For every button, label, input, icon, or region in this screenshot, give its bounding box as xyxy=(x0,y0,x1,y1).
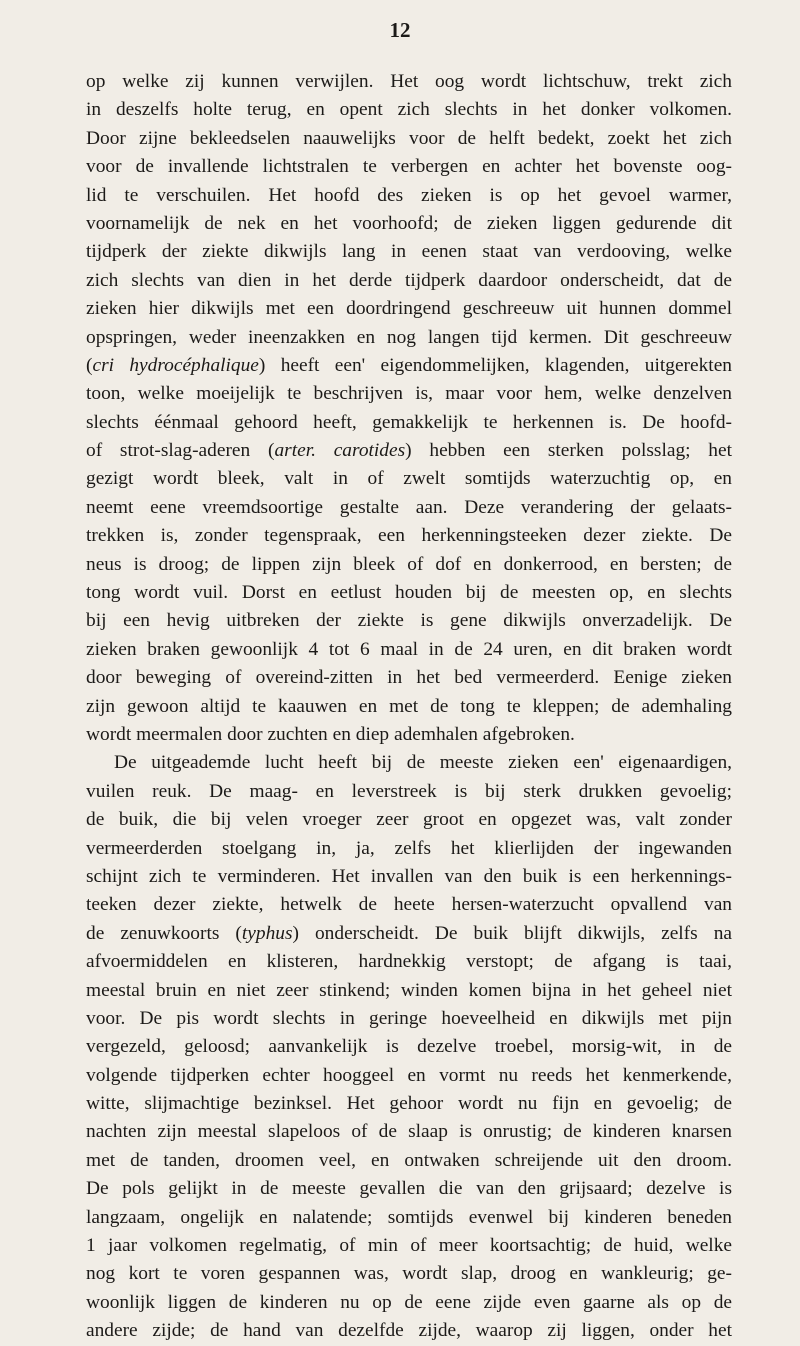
text-segment: tijdperk der ziekte dikwijls lang in eenen staat van verdooving, welke xyxy=(86,241,732,263)
text-line xyxy=(86,948,732,976)
text-line xyxy=(86,267,732,295)
text-line xyxy=(86,522,732,550)
text-line xyxy=(86,835,732,863)
text-segment: De uitgeademde lucht heeft bij de meeste zieken een' eigenaardigen, xyxy=(114,752,732,774)
text-segment: zijn gewoon altijd te kaauwen en met de tong te kleppen; de ademhaling xyxy=(86,695,732,717)
body-text xyxy=(86,68,732,1346)
text-line xyxy=(86,920,732,948)
text-line xyxy=(86,636,732,664)
text-segment: vuilen reuk. De maag- en leverstreek is bij sterk drukken gevoelig; xyxy=(86,780,732,802)
text-segment: vergezeld, geloosd; aanvankelijk is dezelve troebel, morsig-wit, in de xyxy=(86,1036,732,1058)
text-segment: De pols gelijkt in de meeste gevallen die van den grijsaard; dezelve is xyxy=(86,1178,732,1200)
page-number: 12 xyxy=(389,18,411,42)
text-line xyxy=(86,153,732,181)
text-line xyxy=(86,1005,732,1033)
text-segment: slechts éénmaal gehoord heeft, gemakkelijk te herkennen is. De hoofd- xyxy=(86,411,732,433)
text-line xyxy=(86,749,732,777)
text-segment: ) hebben een sterken polsslag; het xyxy=(405,440,732,462)
text-segment: of strot-slag-aderen ( xyxy=(86,440,275,462)
text-line xyxy=(86,806,732,834)
text-line xyxy=(86,891,732,919)
text-line xyxy=(86,238,732,266)
text-segment: Door zijne bekleedselen naauwelijks voor de helft bedekt, zoekt het zich xyxy=(86,127,732,149)
text-line xyxy=(86,437,732,465)
text-segment: voor. De pis wordt slechts in geringe hoeveelheid en dikwijls met pijn xyxy=(86,1007,732,1029)
text-segment: de zenuwkoorts ( xyxy=(86,922,242,944)
text-line xyxy=(86,352,732,380)
text-line xyxy=(86,210,732,238)
text-line xyxy=(86,1090,732,1118)
text-line xyxy=(86,1147,732,1175)
text-line xyxy=(86,1033,732,1061)
text-segment: witte, slijmachtige bezinksel. Het gehoor wordt nu fijn en gevoelig; de xyxy=(86,1093,732,1115)
text-segment: afvoermiddelen en klisteren, hardnekkig verstopt; de afgang is taai, xyxy=(86,951,732,973)
text-line xyxy=(86,551,732,579)
text-line xyxy=(86,778,732,806)
text-line xyxy=(86,494,732,522)
text-line xyxy=(86,324,732,352)
text-line xyxy=(86,182,732,210)
text-line xyxy=(86,1260,732,1288)
text-segment: ) onderscheidt. De buik blijft dikwijls, zelfs na xyxy=(292,922,732,944)
text-segment: zich slechts van dien in het derde tijdperk daardoor onderscheidt, dat de xyxy=(86,269,732,291)
text-segment: trekken is, zonder tegenspraak, een herkenningsteeken dezer ziekte. De xyxy=(86,525,732,547)
text-line xyxy=(86,863,732,891)
text-line xyxy=(86,1175,732,1203)
text-segment: neemt eene vreemdsoortige gestalte aan. Deze verandering der gelaats- xyxy=(86,496,732,518)
text-segment: neus is droog; de lippen zijn bleek of dof en donkerrood, en bersten; de xyxy=(86,553,732,575)
text-line xyxy=(86,1204,732,1232)
text-line xyxy=(86,977,732,1005)
text-segment: wordt meermalen door zuchten en diep ademhalen afgebroken. xyxy=(86,723,575,745)
text-segment: lid te verschuilen. Het hoofd des zieken is op het gevoel warmer, xyxy=(86,184,732,206)
text-segment: woonlijk liggen de kinderen nu op de eene zijde even gaarne als op de xyxy=(86,1291,732,1313)
text-segment: door beweging of overeind-zitten in het bed vermeerderd. Eenige zieken xyxy=(86,667,732,689)
text-segment: vermeerderden stoelgang in, ja, zelfs het klierlijden der ingewanden xyxy=(86,837,732,859)
text-line xyxy=(86,721,732,749)
text-line xyxy=(86,409,732,437)
text-segment: toon, welke moeijelijk te beschrijven is, maar voor hem, welke denzelven xyxy=(86,383,732,405)
text-line xyxy=(86,295,732,323)
text-line xyxy=(86,664,732,692)
text-segment: voor de invallende lichtstralen te verbergen en achter het bovenste oog- xyxy=(86,156,732,178)
text-segment: ) heeft een' eigendommelijken, klagenden, uitgerekten xyxy=(258,354,733,376)
text-segment: met de tanden, droomen veel, en ontwaken schreijende uit den droom. xyxy=(86,1149,732,1171)
text-line xyxy=(86,579,732,607)
text-line xyxy=(86,1118,732,1146)
text-segment: zieken braken gewoonlijk 4 tot 6 maal in de 24 uren, en dit braken wordt xyxy=(86,638,732,660)
text-segment: meestal bruin en niet zeer stinkend; winden komen bijna in het geheel niet xyxy=(86,979,732,1001)
text-segment: 1 jaar volkomen regelmatig, of min of meer koortsachtig; de huid, welke xyxy=(86,1235,732,1257)
text-segment: bij een hevig uitbreken der ziekte is gene dikwijls onverzadelijk. De xyxy=(86,610,732,632)
text-segment: nog kort te voren gespannen was, wordt slap, droog en wankleurig; ge- xyxy=(86,1263,732,1285)
text-line xyxy=(86,68,732,96)
text-line xyxy=(86,1317,732,1345)
text-segment: teeken dezer ziekte, hetwelk de heete hersen-waterzucht opvallend van xyxy=(86,894,732,916)
text-segment: ( xyxy=(86,354,93,376)
text-line xyxy=(86,607,732,635)
text-segment: op welke zij kunnen verwijlen. Het oog wordt lichtschuw, trekt zich xyxy=(86,71,732,92)
text-segment: volgende tijdperken echter hooggeel en vormt nu reeds het kenmerkende, xyxy=(86,1064,732,1086)
text-line xyxy=(86,1062,732,1090)
text-line xyxy=(86,96,732,124)
text-segment: gezigt wordt bleek, valt in of zwelt somtijds waterzuchtig op, en xyxy=(86,468,732,490)
text-line xyxy=(86,125,732,153)
text-segment: de buik, die bij velen vroeger zeer groot en opgezet was, valt zonder xyxy=(86,809,732,831)
text-segment: voornamelijk de nek en het voorhoofd; de zieken liggen gedurende dit xyxy=(86,212,732,234)
text-segment: schijnt zich te verminderen. Het invallen van den buik is een herkennings- xyxy=(86,865,732,887)
text-line xyxy=(86,1289,732,1317)
text-segment: zieken hier dikwijls met een doordringend geschreeuw uit hunnen dommel xyxy=(86,298,732,320)
text-segment: in deszelfs holte terug, en opent zich slechts in het donker volkomen. xyxy=(86,99,732,121)
text-segment: opspringen, weder ineenzakken en nog langen tijd kermen. Dit geschreeuw xyxy=(86,326,732,348)
text-segment: andere zijde; de hand van dezelfde zijde, waarop zij liggen, onder het xyxy=(86,1320,732,1342)
text-segment: tong wordt vuil. Dorst en eetlust houden bij de meesten op, en slechts xyxy=(86,582,732,604)
italic-term: cri hydrocéphalique xyxy=(92,354,259,376)
text-line xyxy=(86,380,732,408)
text-line xyxy=(86,465,732,493)
text-segment: langzaam, ongelijk en nalatende; somtijds evenwel bij kinderen beneden xyxy=(86,1206,732,1228)
italic-term: arter. carotides xyxy=(274,440,406,462)
text-segment: nachten zijn meestal slapeloos of de slaap is onrustig; de kinderen knarsen xyxy=(86,1121,732,1143)
text-line xyxy=(86,1232,732,1260)
italic-term: typhus xyxy=(241,922,293,944)
text-line xyxy=(86,693,732,721)
